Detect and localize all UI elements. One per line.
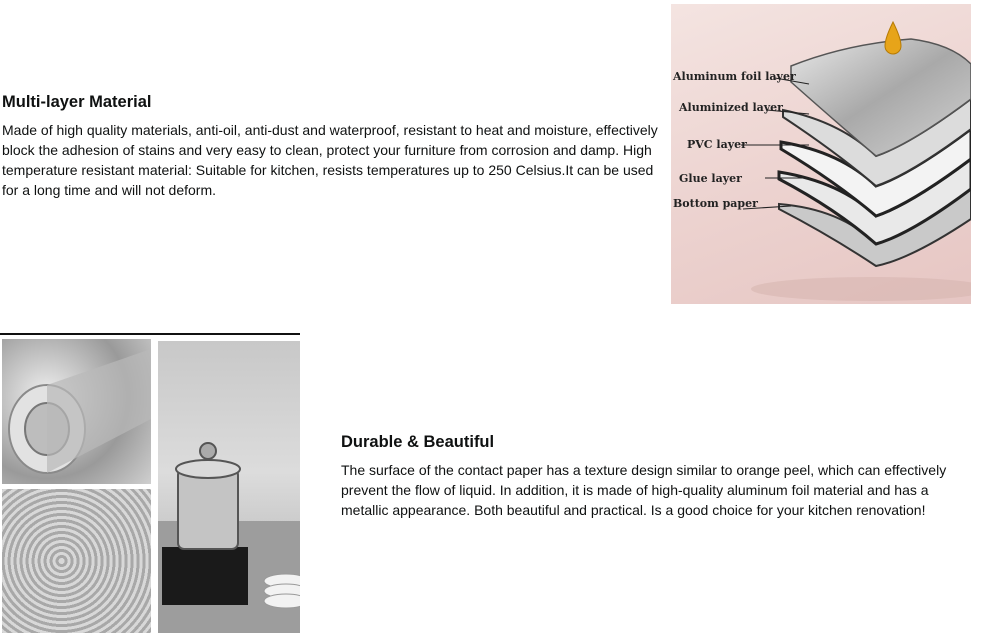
layer-label-bottom-paper: Bottom paper (673, 197, 758, 210)
layer-label-glue: Glue layer (679, 172, 742, 185)
layer-label-pvc: PVC layer (687, 138, 747, 151)
section-body-multi-layer: Made of high quality materials, anti-oil, anti-dust and waterproof, resistant to heat and moisture, effectively block the adhesion of stains and very easy to clean, protect your furniture from corrosion and damp. High temperature resistant material: Suitable for kitchen, resists temperatures up to 250 Celsius.It can be used for a long time and will not deform. (2, 122, 658, 198)
layers-diagram-graphic (671, 4, 971, 304)
foil-texture-photo (2, 489, 151, 633)
section-body-durable: The surface of the contact paper has a texture design similar to orange peel, which can effectively prevent the flow of liquid. In addition, it is made of high-quality aluminum foil material and has a metallic appearance. Both beautiful and practical. Is a good choice for your kitchen renovation! (341, 462, 947, 518)
kitchen-stove-photo (158, 341, 300, 633)
section-heading-multi-layer: Multi-layer Material (2, 93, 152, 111)
kitchen-stove-graphic (158, 341, 300, 633)
section-heading-durable: Durable & Beautiful (341, 433, 495, 451)
product-photo-collage (0, 333, 300, 635)
foil-roll-graphic (2, 339, 151, 484)
layer-label-aluminized: Aluminized layer (679, 101, 783, 114)
layers-diagram-image (671, 4, 971, 304)
foil-roll-photo (2, 339, 151, 484)
layer-label-aluminum-foil: Aluminum foil layer (673, 70, 796, 83)
